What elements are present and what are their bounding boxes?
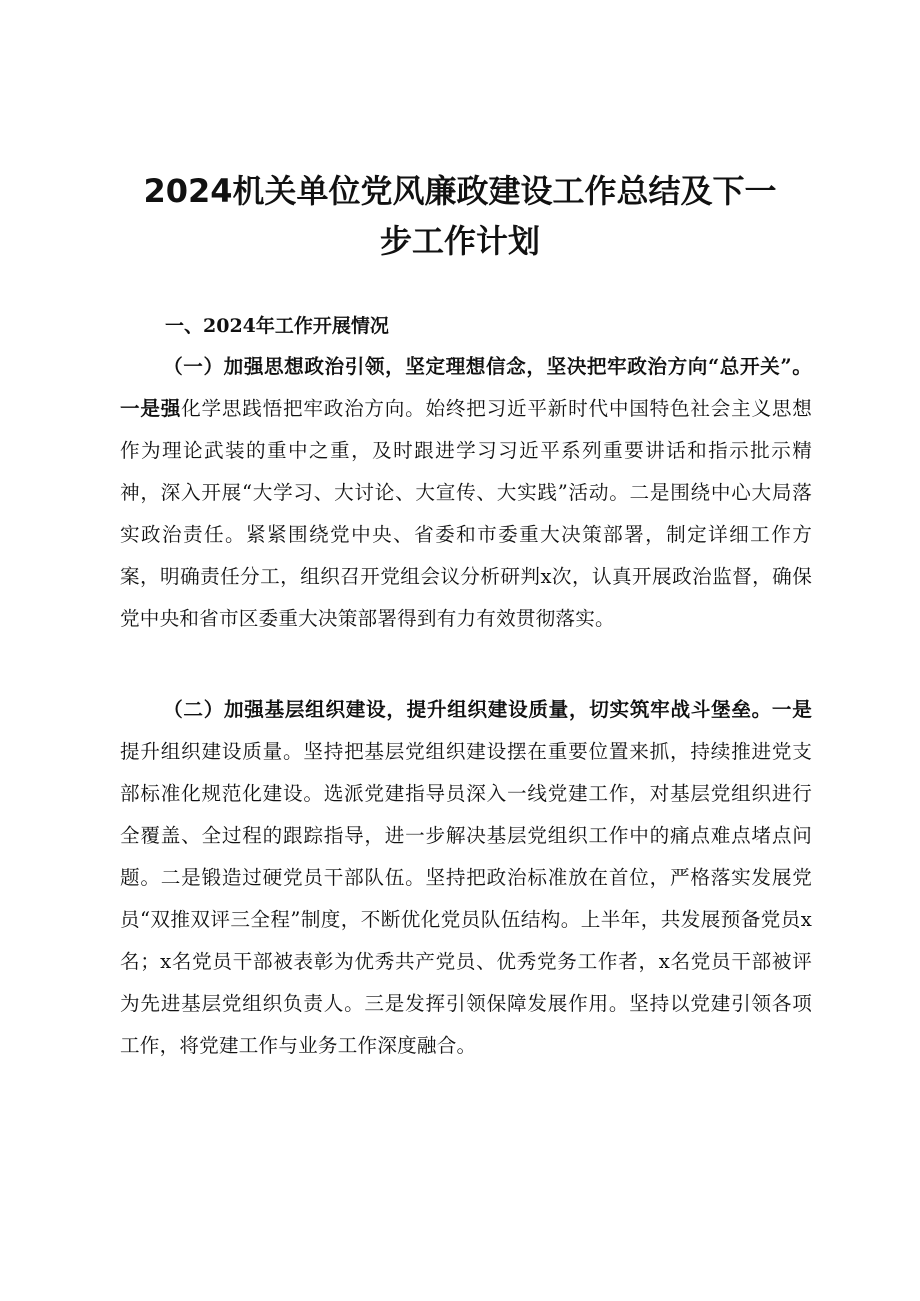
- paragraph-1-body: 化学思践悟把牢政治方向。始终把习近平新时代中国特色社会主义思想作为理论武装的重中之重，及时跟进学习习近平系列重要讲话和指示批示精神，深入开展“大学习、大讨论、大宣传、大实践”活动。二是围绕中心大局落实政治责任。紧紧围绕党中央、省委和市委重大决策部署，制定详细工作方案，明确责任分工，组织召开党组会议分析研判x次，认真开展政治监督，确保党中央和省市区委重大决策部署得到有力有效贯彻落实。: [120, 397, 812, 630]
- paragraph-2-body: 提升组织建设质量。坚持把基层党组织建设摆在重要位置来抓，持续推进党支部标准化规范化建设。选派党建指导员深入一线党建工作，对基层党组织进行全覆盖、全过程的跟踪指导，进一步解决基层党组织工作中的痛点难点堵点问题。二是锻造过硬党员干部队伍。坚持把政治标准放在首位，严格落实发展党员“双推双评三全程”制度，不断优化党员队伍结构。上半年，共发展预备党员x名；x名党员干部被表彰为优秀共产党员、优秀党务工作者，x名党员干部被评为先进基层党组织负责人。三是发挥引领保障发展作用。坚持以党建引领各项工作，将党建工作与业务工作深度融合。: [120, 740, 812, 1057]
- paragraph-1: [120, 346, 812, 640]
- paragraph-2-lead: （二）加强基层组织建设，提升组织建设质量，切实筑牢战斗堡垒。一是: [163, 698, 812, 721]
- document-title-line-2: 步工作计划: [379, 222, 540, 260]
- section-heading-1: 一、2024年工作开展情况: [165, 315, 389, 337]
- paragraph-1-lead: （一）加强思想政治引领，坚定理想信念，坚决把牢政治方向“总开关”。一是强: [120, 355, 812, 420]
- document-title-line-1: 2024机关单位党风廉政建设工作总结及下一: [143, 172, 777, 210]
- paragraph-2: [120, 689, 812, 1067]
